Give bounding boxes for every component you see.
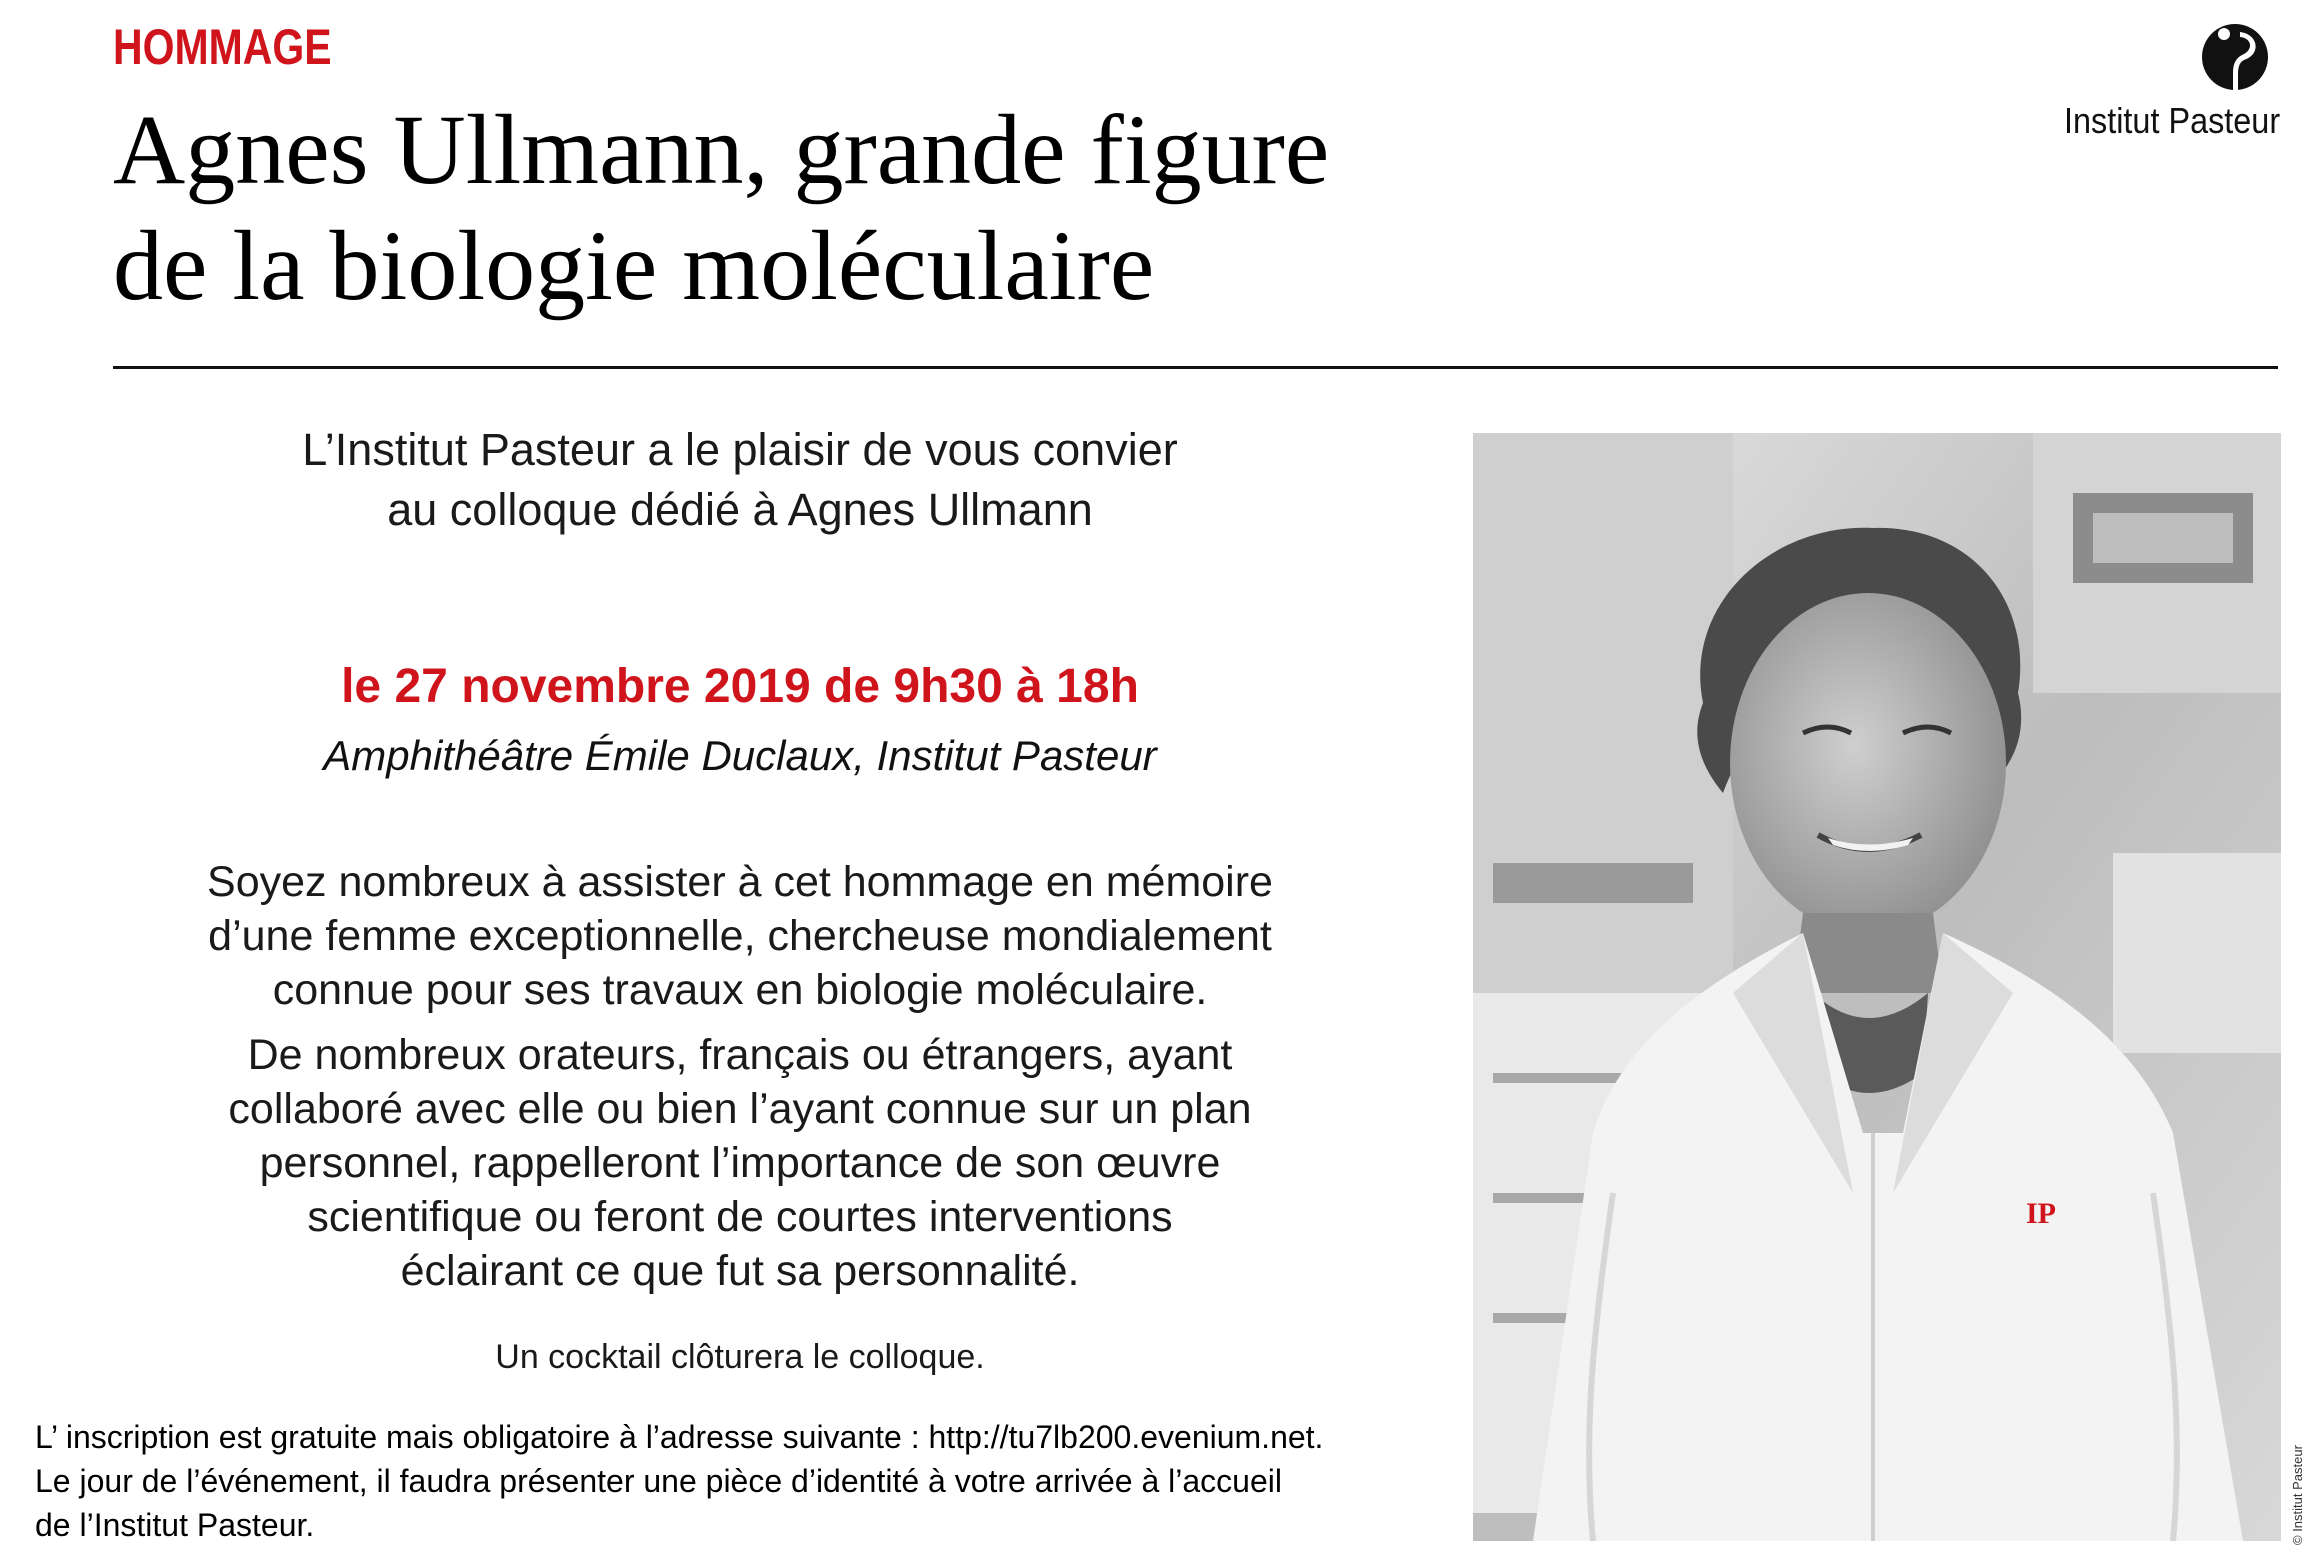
invitation-text (120, 420, 1360, 540)
description-paragraph (120, 1028, 1360, 1298)
event-date: le 27 novembre 2019 de 9h30 à 18h (341, 660, 1139, 713)
description-line: Soyez nombreux à assister à cet hommage en mémoire (207, 858, 1273, 906)
logo-wordmark: Institut Pasteur (2063, 100, 2280, 141)
institut-pasteur-logo (2010, 22, 2280, 141)
registration-line: L’ inscription est gratuite mais obligatoire à l’adresse suivante : http://tu7lb200.evenium.net. (35, 1419, 1324, 1455)
cocktail-note: Un cocktail clôturera le colloque. (495, 1338, 985, 1376)
description-line: éclairant ce que fut sa personnalité. (400, 1247, 1080, 1295)
description-line: personnel, rappelleront l’importance de son œuvre (259, 1139, 1221, 1187)
registration-line: Le jour de l’événement, il faudra présenter une pièce d’identité à votre arrivée à l’accueil (35, 1463, 1282, 1499)
photo-credit: © Institut Pasteur (2290, 1445, 2305, 1545)
description-line: scientifique ou feront de courtes interventions (307, 1193, 1173, 1241)
description-paragraph (120, 855, 1360, 1017)
registration-info (35, 1415, 1360, 1547)
event-venue: Amphithéâtre Émile Duclaux, Institut Pasteur (323, 732, 1157, 779)
portrait-illustration (1473, 433, 2281, 1541)
invitation-line: L’Institut Pasteur a le plaisir de vous convier (302, 424, 1178, 475)
portrait-photo (1473, 433, 2281, 1541)
coat-monogram: IP (2026, 1197, 2056, 1230)
institut-pasteur-emblem-icon (2200, 22, 2270, 92)
kicker-label: HOMMAGE (113, 19, 332, 75)
description-line: collaboré avec elle ou bien l’ayant connue sur un plan (228, 1085, 1252, 1133)
title-line: de la biologie moléculaire (113, 210, 1155, 321)
description-line: De nombreux orateurs, français ou étrangers, ayant (247, 1031, 1233, 1079)
description-line: connue pour ses travaux en biologie moléculaire. (272, 966, 1208, 1014)
header-divider (113, 366, 2278, 369)
registration-line: de l’Institut Pasteur. (35, 1507, 315, 1543)
invitation-line: au colloque dédié à Agnes Ullmann (387, 484, 1093, 535)
title-line: Agnes Ullmann, grande figure (113, 94, 1330, 205)
page-title (113, 92, 1329, 324)
description-line: d’une femme exceptionnelle, chercheuse mondialement (208, 912, 1272, 960)
